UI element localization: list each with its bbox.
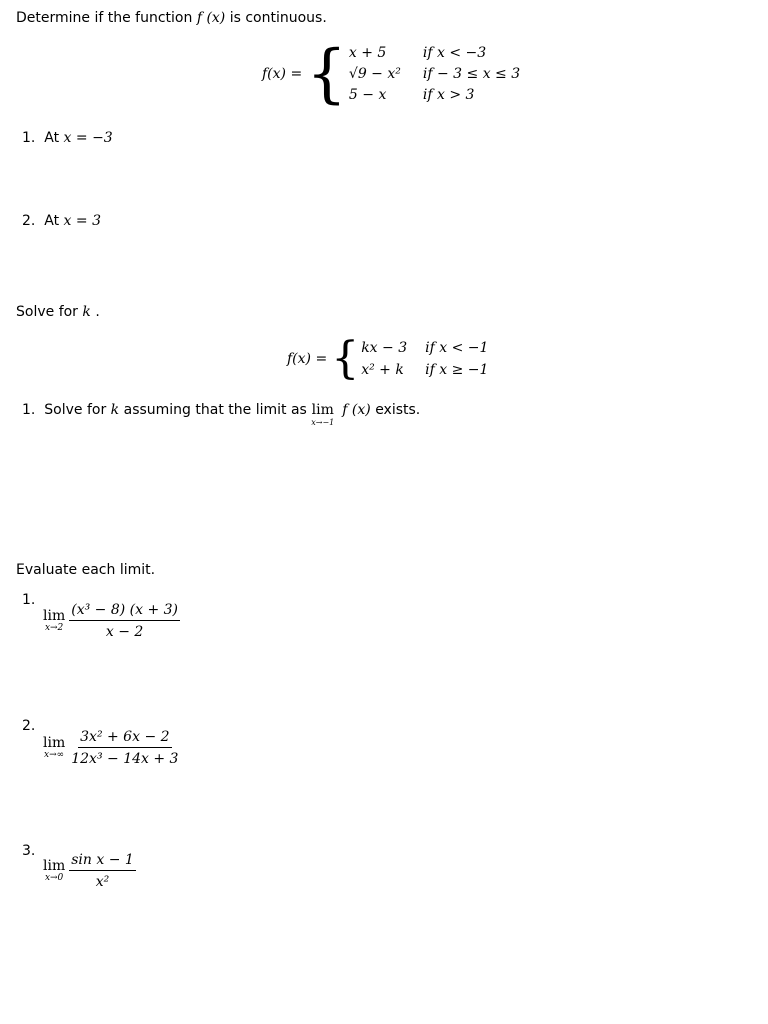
item-math: x = −3 — [63, 130, 113, 146]
item-label: At — [44, 130, 60, 146]
case-expr: 5 − x — [348, 87, 387, 103]
item-number: 3. — [22, 843, 36, 859]
left-brace: { — [306, 37, 347, 111]
denominator: 12x³ − 14x + 3 — [71, 751, 179, 767]
limit-operator — [311, 402, 334, 427]
section2-heading — [16, 304, 100, 320]
cases-table — [349, 45, 520, 103]
heading-text: Determine if the function — [16, 10, 193, 26]
numerator: 3x² + 6x − 2 — [78, 729, 171, 748]
item-number: 1. — [22, 592, 36, 608]
item-text: Solve for — [44, 402, 107, 418]
item-math: x = 3 — [63, 213, 101, 229]
list-item — [22, 402, 420, 427]
item-number: 1. — [22, 130, 36, 146]
heading-text-end: is continuous. — [229, 10, 327, 26]
lim-word: lim — [43, 735, 66, 751]
lim-word: lim — [43, 858, 66, 874]
function-symbol: f (x) — [196, 10, 226, 26]
left-brace: { — [331, 333, 360, 384]
lim-word: lim — [43, 608, 66, 624]
piecewise-function-1 — [262, 37, 521, 111]
heading-text: Solve for — [16, 304, 78, 320]
lim-subscript: x→∞ — [44, 750, 65, 760]
section1-heading — [16, 10, 327, 26]
denominator: x² — [95, 874, 110, 890]
item-text: exists. — [375, 402, 421, 418]
limit-operator — [43, 609, 65, 633]
item-text: assuming that the limit as — [123, 402, 307, 418]
function-lhs: f(x) = — [262, 66, 303, 82]
lim-subscript: x→−1 — [311, 418, 335, 427]
limit-expression — [43, 729, 180, 767]
denominator: x − 2 — [105, 624, 144, 640]
limit-operator — [43, 859, 65, 883]
limit-operator — [43, 736, 65, 760]
cases-table — [361, 340, 488, 378]
case-expr: √9 − x² — [348, 66, 401, 82]
section3-heading: Evaluate each limit. — [16, 562, 156, 578]
case-cond: if x ≥ −1 — [425, 362, 489, 378]
item-number: 1. — [22, 402, 36, 418]
limit-expression — [43, 602, 180, 640]
fraction — [69, 852, 136, 890]
function-lhs: f(x) = — [287, 351, 328, 367]
case-expr: kx − 3 — [361, 340, 408, 356]
item-number: 2. — [22, 213, 36, 229]
item-label: At — [44, 213, 60, 229]
lim-word: lim — [311, 402, 334, 418]
fraction — [69, 729, 180, 767]
variable-k: k — [110, 402, 120, 418]
list-item — [22, 130, 113, 146]
case-expr: x² + k — [361, 362, 404, 378]
heading-period: . — [95, 304, 100, 320]
lim-subscript: x→0 — [44, 873, 64, 883]
variable-k: k — [82, 304, 91, 320]
case-cond: if x > 3 — [422, 87, 475, 103]
case-cond: if x < −3 — [422, 45, 487, 61]
case-cond: if − 3 ≤ x ≤ 3 — [422, 66, 521, 82]
numerator: (x³ − 8) (x + 3) — [69, 602, 180, 621]
numerator: sin x − 1 — [69, 852, 136, 871]
list-item — [22, 213, 101, 229]
function-symbol: f (x) — [342, 402, 371, 418]
limit-expression — [43, 852, 136, 890]
case-cond: if x < −1 — [425, 340, 489, 356]
lim-subscript: x→2 — [44, 623, 64, 633]
case-expr: x + 5 — [348, 45, 387, 61]
item-number: 2. — [22, 718, 36, 734]
piecewise-function-2 — [287, 333, 489, 384]
fraction — [69, 602, 180, 640]
